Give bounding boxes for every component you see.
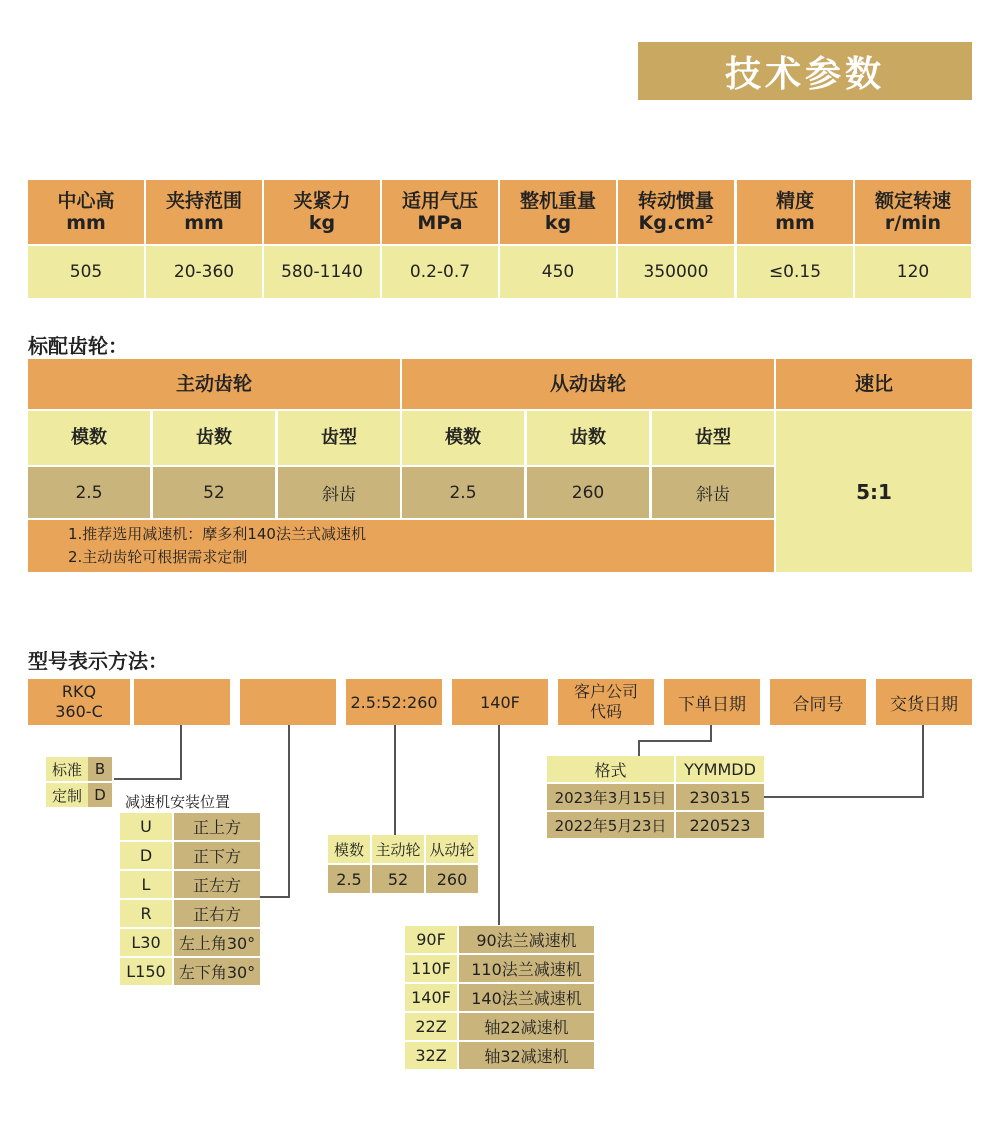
small-gear-header: 从动轮 [426, 835, 478, 863]
gear-sub-header: 模数 [28, 411, 150, 465]
note-1: 1.推荐选用减速机：摩多利140法兰式减速机 [68, 525, 366, 543]
position-desc: 正下方 [174, 842, 260, 869]
connector-position-h [260, 896, 290, 898]
position-desc: 正右方 [174, 900, 260, 927]
connector-order-date-h [638, 740, 712, 742]
model-heading: 型号表示方法： [28, 649, 168, 673]
title-banner [638, 42, 972, 100]
connector-standard-h [114, 778, 182, 780]
param-header [264, 180, 380, 244]
small-gear-value: 260 [426, 865, 478, 893]
param-value: 20-360 [146, 246, 262, 298]
param-header-unit: r/min [884, 212, 942, 234]
param-header-name: 转动惯量 [637, 190, 714, 212]
connector-order-date [710, 725, 712, 741]
reducer-desc: 140法兰减速机 [459, 984, 594, 1011]
gear-sub-header: 齿数 [527, 411, 649, 465]
std-label: 标准 [46, 757, 88, 781]
param-header [146, 180, 262, 244]
param-value: 580-1140 [264, 246, 380, 298]
position-desc: 正左方 [174, 871, 260, 898]
position-title: 减速机安装位置 [125, 793, 231, 811]
position-desc: 正上方 [174, 813, 260, 840]
box-rkq-line1: RKQ [61, 682, 97, 701]
param-header-name: 中心高 [57, 190, 115, 212]
param-header [28, 180, 144, 244]
box-customer [558, 679, 654, 725]
small-gear-value: 2.5 [328, 865, 370, 893]
std-code: B [88, 757, 112, 781]
date-example: 2023年3月15日 [547, 784, 674, 810]
box-gear: 2.5:52:260 [346, 679, 442, 725]
gear-sub-header: 齿型 [278, 411, 400, 465]
gear-value: 52 [153, 467, 275, 518]
position-code: L [120, 871, 172, 898]
small-gear-header: 模数 [328, 835, 370, 863]
page-title: 技术参数 [724, 53, 885, 95]
gear-value: 260 [527, 467, 649, 518]
box-reducer: 140F [452, 679, 548, 725]
reducer-code: 110F [405, 955, 457, 982]
position-desc: 左上角30° [174, 929, 260, 956]
position-code: U [120, 813, 172, 840]
reducer-desc: 110法兰减速机 [459, 955, 594, 982]
std-code: D [88, 783, 112, 807]
connector-delivery [922, 725, 924, 798]
box-customer-line2: 代码 [589, 702, 622, 721]
connector-reducer [498, 725, 500, 925]
connector-gear [394, 725, 396, 835]
reducer-desc: 90法兰减速机 [459, 926, 594, 953]
reducer-desc: 轴32减速机 [459, 1042, 594, 1069]
box-rkq [28, 679, 130, 725]
param-header-unit: Kg.cm² [638, 212, 714, 234]
ratio-header: 速比 [776, 359, 972, 409]
driven-gear-header: 从动齿轮 [402, 359, 774, 409]
gear-sub-header: 齿型 [652, 411, 774, 465]
gear-sub-header: 模数 [402, 411, 524, 465]
param-value: 505 [28, 246, 144, 298]
reducer-code: 90F [405, 926, 457, 953]
ratio-value: 5:1 [776, 411, 972, 572]
param-header [737, 180, 853, 244]
box-contract: 合同号 [770, 679, 866, 725]
param-header-name: 适用气压 [401, 190, 478, 212]
param-header-unit: kg [544, 212, 572, 234]
small-gear-value: 52 [372, 865, 424, 893]
box-position [240, 679, 336, 725]
date-format-header: YYMMDD [676, 756, 764, 782]
param-value: 450 [500, 246, 616, 298]
note-2: 2.主动齿轮可根据需求定制 [68, 548, 248, 566]
param-header [618, 180, 734, 244]
position-desc: 左下角30° [174, 958, 260, 985]
box-customer-line1: 客户公司 [573, 682, 638, 701]
connector-standard [180, 725, 182, 779]
date-code: 230315 [676, 784, 764, 810]
std-label: 定制 [46, 783, 88, 807]
connector-order-date-v [638, 740, 640, 756]
param-header-name: 夹紧力 [293, 190, 351, 212]
reducer-code: 140F [405, 984, 457, 1011]
driving-gear-header: 主动齿轮 [28, 359, 400, 409]
reducer-code: 32Z [405, 1042, 457, 1069]
reducer-code: 22Z [405, 1013, 457, 1040]
box-standard [134, 679, 230, 725]
param-header-unit: mm [66, 212, 106, 234]
param-header [500, 180, 616, 244]
date-code: 220523 [676, 812, 764, 838]
param-header-name: 精度 [775, 190, 814, 212]
param-value: ≤0.15 [737, 246, 853, 298]
param-value: 350000 [618, 246, 734, 298]
position-code: L30 [120, 929, 172, 956]
reducer-desc: 轴22减速机 [459, 1013, 594, 1040]
gear-value: 斜齿 [652, 467, 774, 518]
box-rkq-line2: 360-C [55, 702, 103, 721]
small-gear-header: 主动轮 [372, 835, 424, 863]
gear-sub-header: 齿数 [153, 411, 275, 465]
gear-value: 斜齿 [278, 467, 400, 518]
position-code: L150 [120, 958, 172, 985]
param-value: 0.2-0.7 [382, 246, 498, 298]
param-header [382, 180, 498, 244]
param-header-name: 整机重量 [519, 190, 596, 212]
gear-notes [28, 520, 774, 572]
box-order-date: 下单日期 [664, 679, 760, 725]
param-header-name: 夹持范围 [165, 190, 242, 212]
connector-delivery-h [764, 796, 924, 798]
position-code: R [120, 900, 172, 927]
date-example: 2022年5月23日 [547, 812, 674, 838]
param-value: 120 [855, 246, 971, 298]
connector-position [288, 725, 290, 898]
box-delivery-date: 交货日期 [876, 679, 972, 725]
param-header-unit: mm [184, 212, 224, 234]
date-format-header: 格式 [547, 756, 674, 782]
param-header-unit: MPa [417, 212, 463, 234]
param-header [855, 180, 971, 244]
param-header-name: 额定转速 [874, 190, 951, 212]
param-header-unit: mm [775, 212, 815, 234]
gear-value: 2.5 [28, 467, 150, 518]
position-code: D [120, 842, 172, 869]
param-header-unit: kg [308, 212, 336, 234]
gear-value: 2.5 [402, 467, 524, 518]
gear-heading: 标配齿轮： [28, 334, 128, 358]
